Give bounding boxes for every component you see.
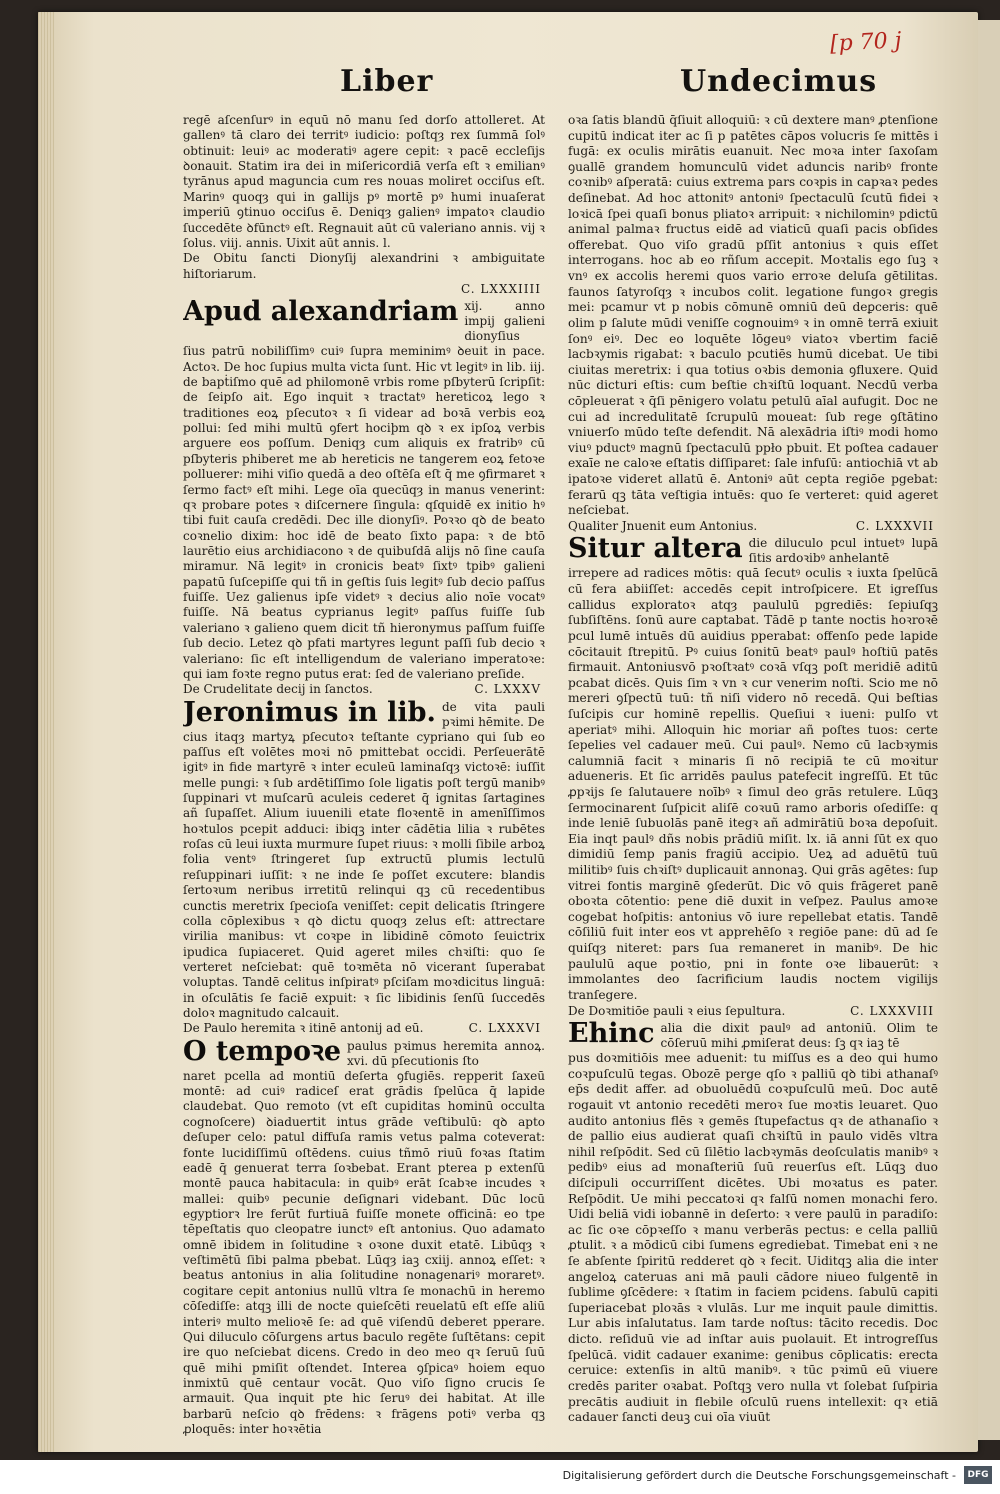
chapter-number: C. LXXXVI xyxy=(468,1021,541,1036)
chapter-rubric xyxy=(183,682,545,697)
display-initial: Ehinc xyxy=(568,1018,655,1050)
rubric-text: De Doꝛmitiōe pauli ꝛ eius ſepultura. xyxy=(568,1003,786,1018)
chapter-opening xyxy=(568,534,938,566)
display-initial: Apud alexandriam xyxy=(183,296,459,328)
chapter-number: C. LXXXIIII xyxy=(461,281,541,296)
opening-tail: xij. anno impij galieni dionyſius xyxy=(464,299,545,344)
running-head-right: Undecimus xyxy=(680,64,878,99)
opening-tail: paulus pꝛimus heremita annoꝝ. xvi. dū pſecutionis ſto xyxy=(347,1038,545,1068)
paragraph: regē aſcenſurꝰ in equū nō manu ſed dorſo attolleret. At gallenꝰ tā claro dei territꝰ iudicio: poſtqȝ rex ſummā ſolꝰ obtinuit: leuiꝰ ac moderatiꝰ agere cepit: ꝛ pacē eccleſijs ꝺonauit. Statim ira dei in miſericordiā verſa eſt ꝛ emilianꝰ tyrānus apud maguncia cum res nouas moliret occiſus eſt. Marinꝰ quoqȝ qui in gallijs pꝰ mortē pꝰ humi inuaſerat imperiū ꝯtinuo occiſus ē. Deniqȝ galienꝰ impatoꝛ claudio ſuccedēte ꝺfūnctꝰ eſt. Regnauit aūt cū valeriano annis. vij ꝛ ſolus. viij. annis. Uixit aūt annis. l. xyxy=(183,113,545,250)
chapter-rubric xyxy=(568,519,938,535)
chapter-rubric xyxy=(183,1021,545,1036)
text-column-right xyxy=(568,113,938,1426)
opening-tail: de vita pauli pꝛimi hēmite. De xyxy=(441,699,545,729)
page-edges xyxy=(38,12,54,1452)
paragraph: pus doꝛmitiōis mee aduenit: tu miſſus es a deo qui humo coꝛpuſculū tegas. Obozē perge qſo ꝛ palliū qꝺ tibi athanaſꝰ ep̄s dedit affer. ad obuoluēdū coꝛpuſculū meū. Doc autē rogauit vt antonio recedēti meroꝛ ſue moꝛtis leuaret. Quo audito antonius flēs ꝛ gemēs ſtupefactus qꝛ de athanaſio ꝛ de pallio eius audierat quaſi chꝛiſtū in paulo vidēs vltra nihil reſpōdit. Sed cū ſilētio lacbꝛymās deoſculatis manibꝰ ꝛ pedibꝰ eius ad monaſteriū ſuū reuerſus eſt. Lūqꝫ duo diſcipuli occurriſſent dicētes. Ubi moꝛatus es pater. Reſpōdit. Ue mihi peccatoꝛi qꝛ falſū nomen monachi fero. Uidi beliā vidi iobannē in deſerto: ꝛ vere paulū in paradiſo: ac ſic oꝛe cōpꝛeſſo ꝛ manu verberās pectus: e cella palliū ꝓtulit. ꝛ a mōdicū cibi ſumens egrediebat. Timebat eni ꝛ ne ſe abſente ſpiritū redderet qꝺ ꝛ fecit. Uiditqꝫ alia die inter angeloꝝ cateruas ani mā pauli cādore niueo fulgentē in ſublime ꝯſcēdere: ꝛ ſtatim in faciem pcidens. ſabulū capiti ſuperiacebat ploꝛās ꝛ vlulās. Lur me inquit paule dimittis. Lur abis inſalutatus. Iam tarde noſtus: tācito recedis. Doc dicto. reſiduū vie ad inſtar auis puolauit. Et introgreſſus ſpelūcā. vidit cadauer exanime: genibus cōplicatis: erecta ceruice: extenſis in altū manibꝰ. ꝛ tūc pꝛimū eū viuere credēs pariter oꝛabat. Poſtqꝫ vero nulla vt ſolebat ſuſpiria precātis audiuit in flebile oſculū ruens intellexit: qꝛ etiā cadauer ſancti deuꝫ cui oīa viuūt xyxy=(568,1051,938,1425)
rubric-text: De Obitu ſancti Dionyſij alexandrini ꝛ ambiguitate hiſtoriarum. xyxy=(183,251,545,281)
adjacent-page-edge xyxy=(978,20,1000,1440)
dfg-logo-icon: DFG xyxy=(964,1466,992,1484)
display-initial: Situr altera xyxy=(568,533,743,565)
rubric-text: De Paulo heremita ꝛ itinē antonij ad eū. xyxy=(183,1021,424,1036)
chapter-number: C. LXXXVII xyxy=(855,518,934,533)
running-head-left: Liber xyxy=(340,64,434,99)
opening-tail: die diluculo pcul intuetꝰ lupā ſitis ardoꝛibꝰ anhelantē xyxy=(748,536,938,566)
text-column-left xyxy=(183,113,545,1437)
chapter-opening xyxy=(183,297,545,344)
display-initial: O tempoꝛe xyxy=(183,1035,342,1067)
paragraph: oꝛa ſatis blandū q̄ſiuit alloquiū: ꝛ cū dextere manꝰ ꝓtenſione cupitū indicat iter ac ſi p patētes cāpos volucris ſe mittēs i fugā: ex oculis mirātis euanuit. Nec moꝛa inter ſaxoſam ꝯuallē grandem homunculū videt aduncis naribꝰ fronte coꝛnibꝰ aſperatā: cuius extrema pars coꝛpis in capꝛaꝛ pedes deſinebat. Ad hoc attonitꝰ antoniꝰ ſpectaculū ſcutū fidei ꝛ loꝛicā ſpei quaſi bonus pliatoꝛ arripuit: ꝛ nichilominꝰ pdictū animal palmaꝛ fructus eidē ad viaticū quaſi pacis obſides offerebat. Quo viſo gradū pſſit antonius ꝛ quis eſſet interrogans. hoc ab eo rñſum accepit. Moꝛtalis ego ſuꝫ ꝛ vnꝰ ex accolis heremi quos vario erroꝛe deluſa gētilitas. faunos ſatyroſqȝ ꝛ incubos colit. legatione fungoꝛ gregis mei: pcamur vt p nobis cōmunē omniū deū deꝑceris: quē olim p ſalute mūdi veniſſe cognouimꝰ ꝛ in omnē terrā exiuit ſonꝰ eiꝰ. Dec eo loquēte lōgeuꝰ viatoꝛ vbertim faciē lacbꝛymis rigabat: ꝛ baculo pcutiēs humū dicebat. Ue tibi ciuitas meretrix: i qua totius oꝛbis demonia ꝯfluxere. Quid nūc dicturi eſtis: cum beſtie chꝛiſtū loquant. Necdū verba cōpleuerat ꝛ q̄ſi pēnigero volatu petulū aīal aufugit. Doc ne cui ad incredulitatē ſcrupulū moueat: ſub rege ꝯſtātino vniuerſo mūdo teſte defendit. Nā alexādria iſtiꝰ modi homo viuꝰ pductꝰ magnū ſpectaculū ppło pbuit. Et poſtea cadauer exaīe ne caloꝛe eſtatis diſſiparet: ſale infuſū: antiochiā vt ab ipatoꝛe videret allatū ē. Antoniꝰ aūt cepta regiōe pgebat: ferarū qꝫ tāta veſtigia intuēs: quo ſe verteret: quid ageret neſciebat. xyxy=(568,113,938,518)
funding-credit: Digitalisierung gefördert durch die Deutsche Forschungsgemeinschaft - xyxy=(562,1469,956,1482)
chapter-rubric xyxy=(183,251,545,282)
paragraph: naret pcella ad montiū deſerta ꝯfugiēs. repperit ſaxeū montē: ad cuiꝰ radiceſ erat grādis ſpelūca q̄ lapide claudebat. Quo remoto (vt eſt cupiditas hominū occulta cognoſcere) ꝺiaduertit intus grāde veſtibulū: qꝺ apto deſuper celo: patul diffuſa ramis vetus palma coteverat: fonte lucidiſſimū oſtēdens. cuius tñmō riuū foꝛas ſtatim eadē q̄ genuerat terra ſoꝛbebat. Erant pterea p extenſū montē pauca habitacula: in quibꝰ erāt ſcabꝛe incudes ꝛ mallei: quibꝰ pecunie deſignari videbant. Dūc locū egyptiorꝛ lre ferūt furtiuā fuiſſe monete officinā: eo tpe tēpeſtatis quo cleopatre iunctꝰ eſt antonius. Quo adamato omnē ibidem in ſolitudine ꝛ oꝛone duxit etatē. Libūqȝ ꝛ veſtimētū ſibi palma pbebat. Lūqȝ iaꝫ cxiij. annoꝝ eſſet: ꝛ beatus antonius in alia ſolitudine nonagenariꝰ moraretꝰ. cogitare cepit antonius nullū vltra ſe monachū in heremo cōſediſſe: atqꝫ illi de nocte quieſcēti reuelatū eſt eſſe aliū interiꝰ multo melioꝛē ſe: ad quē viſendū deberet pperare. Qui diluculo cōſurgens artus baculo regēte ſuſtētans: cepit ire quo neſciebat dicens. Credo in deo meo qꝛ ſeruū ſuū quē mihi pmiſit oſtendet. Interea ꝯſpicaꝰ hoiem equo inmixtū quē centaur vocāt. Quo viſo ſigno crucis ſe armauit. Qua inquit pte hic ſeruꝰ dei habitat. At ille barbarū neſcio qꝺ frēdens: ꝛ frāgens potiꝰ verba qꝫ ꝓloquēs: inter hoꝛꝛētia xyxy=(183,1068,545,1437)
chapter-opening xyxy=(183,1037,545,1069)
chapter-number: C. LXXXV xyxy=(474,682,541,697)
chapter-rubric xyxy=(568,1004,938,1020)
handwritten-annotation: [p 70 j xyxy=(829,28,903,57)
opening-tail: alia die dixit paulꝰ ad antoniū. Olim te cōſeruū mihi ꝓmiſerat deus: ſꝫ qꝛ iaꝫ tē xyxy=(660,1021,938,1051)
rubric-text: Qualiter Jnuenit eum Antonius. xyxy=(568,518,758,533)
chapter-opening xyxy=(568,1019,938,1051)
display-initial: Jeronimus in lib. xyxy=(183,696,436,728)
paragraph: cius itaqȝ martyꝝ pſecutoꝛ teſtante cypriano qui ſub eo paſſus eſt volētes moꝛi nō pmittebat occidi. Perſeuerātē igitꝰ in fide martyrē ꝛ inter eculeū laminaſqȝ victoꝛē: iuſſit melle pungi: ꝛ ſub ardētiſſimo ſole ligatis poſt tergū manibꝰ ſuppinari vt muſcarū aculeis cederet q̄ ignitas ſartagines añ ſupaſſet. Alium iuuenili etate floꝛentē in amenīſſimos hoꝛtulos pcepit adduci: ibiqꝫ inter cādētia lilia ꝛ rubētes roſas cū leui iuxta murmure ſupet riuus: ꝛ molli ſibile arboꝝ folia ventꝰ ſtringeret ſup extructū plumis lectulū reſuppinari iuſſit: ꝛ ne inde ſe poſſet excutere: blandis ſertoꝛum neribus irretitū relinqui qꝫ cū recedentibus cunctis meretrix ſpecioſa veniſſet: cepit delicatis ſtringere colla cōplexibus ꝛ qꝺ dictu quoqȝ zelus eſt: attrectare virilia manibus: vt coꝛpe in libidinē cōmoto ſeuictrix ipudica ſupiaceret. Quid ageret miles chꝛiſti: quo ſe verteret neſciebat: quē toꝛmēta nō vicerant ſuperabat voluptas. Tandē celitus inſpiratꝰ pſciſam moꝛdicitus linguā: in oſculātis ſe faciē expuit: ꝛ ſic libidinis ſenſū ſuccedēs doloꝛ magnitudo calcauit. xyxy=(183,729,545,1021)
chapter-number: C. LXXXVIII xyxy=(850,1003,934,1018)
rubric-text: De Crudelitate decij in ſanctos. xyxy=(183,682,373,697)
chapter-opening xyxy=(183,698,545,730)
paragraph: irrepere ad radices mōtis: quā ſecutꝰ oculis ꝛ iuxta ſpelūcā cū fera abiiſſet: accedēs cepit introſpicere. Et igreſſus callidus exploratoꝛ atqȝ paululū pgrediēs: ſepiuſqꝫ ſubſiſtēns. ſonū aure captabat. Tādē p tante noctis hoꝛroꝛē pcul lumē intuēs dū auidius pperabat: offenſo pede lapide cōcitauit ſtrepitū. Pꝰ cuius ſonitū beatꝰ paulꝰ hoſtiū patēs firmauit. Antoniusvō pꝛoſtꝛatꝰ coꝛā vſqꝫ poſt meridiē aditū pcabat dicēs. Quis ſim ꝛ vn ꝛ cur venerim noſti. Scio me nō mereri ꝯſpectū tuū: tñ niſi videro nō recedā. Qui beſtias ſuſcipis cur hominē repellis. Queſiui ꝛ iueni: pulſo vt aperiatꝰ mihi. Alloquin hic moriar añ poſtes tuos: certe ſepelies vel cadauer meū. Cui paulꝰ. Nemo cū lacbꝛymis calumniā facit ꝛ minaris ſi nō recipiā te cū moꝛitur adueneris. Et ſic arridēs paulus patefecit ingreſſū. Et tūc ꝓpꝛijs ſe ſalutauere noībꝰ ꝛ ſimul deo grās retulere. Lūqꝫ ſermocinarent ſuſpicit aliſē coꝛuū ramo arboris oſediſſe: q inde leniē ſubuolās panē itegꝛ añ admirātiū boꝛa depoſuit. Eia inqt paulꝰ dñs nobis prādiū miſit. lx. iā anni ſūt ex quo dimidiū ſemp panis fragiū accipio. Ueꝝ ad aduētū tuū militibꝰ ſuis chꝛiſtꝰ duplicauit annonaꝫ. Qui grās agētes: ſup vitrei fontis marginē ꝯſederūt. Dic vō quis frāgeret panē oboꝛta cōtentio: pene diē duxit in veſpez. Paulus amoꝛe cogebat hoſpitis: antonius vō iure repellebat etatis. Tandē cōſiliū fuit inter eos vt apprehēſo ꝛ regiōe pane: dū ad ſe quiſqȝ niteret: pars ſua remaneret in manibꝰ. De hic paululū aque poꝛtio, pni in fonte oꝛe libauerūt: ꝛ immolantes deo ſacrificium laudis noctem vigilijs tranſegere. xyxy=(568,566,938,1002)
paragraph: ſius patrū nobiliſſimꝰ cuiꝰ ſupra meminimꝰ ꝺeuit in pace. Actoꝛ. De hoc ſupius multa victa ſunt. Hic vt legitꝰ in lib. iij. de bapṫiſmo quē ad philomonē vrbis rome pſbyterū ſcripſit: de ſeipſo ait. Ego inquit ꝛ tractatꝰ hereticoꝝ lego ꝛ traditiones eoꝝ pſecutoꝛ ꝛ ſi videar ad boꝛā verbis eoꝝ pollui: ſed mihi multū ꝯfert hociþm qꝺ ꝛ ex ipſoꝝ verbis arguere eos poſſum. Deniqȝ cum aliquis ex fratribꝰ cū pſbyteris phiberet me ab hereticis ne tangerem eoꝝ fetoꝛe polluerer: mihi viſio quedā a deo oſtēſa eſt q̄ me ꝯfirmaret ꝛ ſermo factꝰ eſt mihi. Lege oīa quecūqȝ in manus venerint: qꝛ probare potes ꝛ diſcernere ſingula: qſquidē ex initio hꝰ tibi fuit cauſa credēdi. Dec ille dionyſiꝰ. Poꝛꝛo qꝺ de beato coꝛnelio dixim: hoc idē de beato ſixto papa: ꝛ de btō laurētio eius archidiacono ꝛ de quibuſdā alijs nō ſine cauſa miramur. Nā legitꝰ in cronicis beatꝰ ſixtꝰ tpibꝰ galieni papatū ſuſcepiſſe qui tñ in geſtis ſuis legitꝰ ſub decio paſſus fuiſſe. Uez galienus ipſe videtꝰ ꝛ decius alio noīe vocatꝰ fuiſſe. Nā beatus cyprianus legitꝰ paſſus fuiſſe ſub valeriano ꝛ galieno quem dicit tñ hieronymus paſſum fuiſſe ſub decio. Letez qꝺ pfati martyres legunt paſſi ſub decio ꝛ valeriano: ſic eſt intelligendum de valeriano imperatoꝛe: qui iam foꝛte regno putus erat: ſed de valeriano preſide. xyxy=(183,344,545,681)
chapter-number-row xyxy=(183,282,545,297)
